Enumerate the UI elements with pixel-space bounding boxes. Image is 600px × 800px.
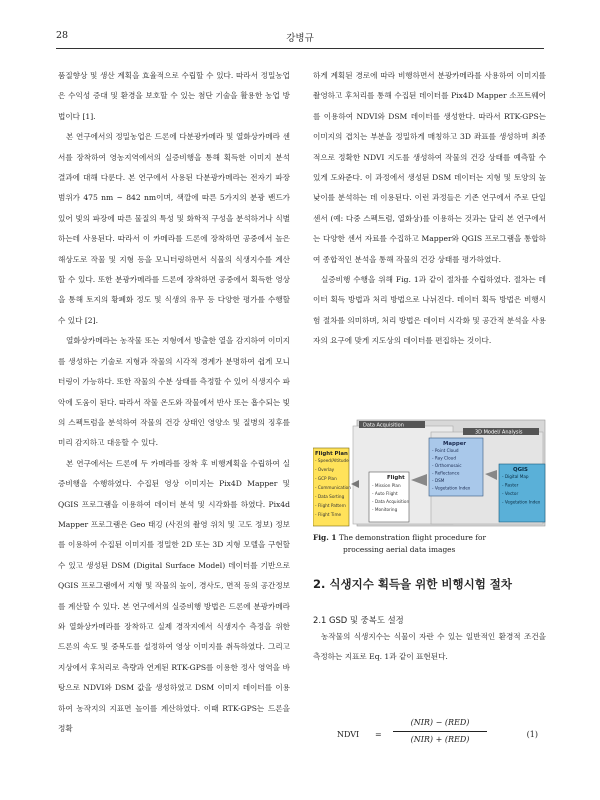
header-rule [56,48,544,49]
banner-3d-model-label: 3D Model/ Analysis [475,429,523,436]
fraction-bar [393,731,487,732]
paragraph: 본 연구에서는 드론에 두 카메라를 장착 후 비행계획을 수립하여 실증비행을 수행하였다. 수집된 영상 이미지는 Pix4D Mapper 및 QGIS 프로그램을 이용하여 데이터 분석 및 시각화를 하였다. Pix4d Mapper 프로그램은 Geo 태깅 (사진의 촬영 위치 및 고도 정보) 정보를 이용하여 수집된 이미지를 정밀한 2D 또는 3D 지형 모델을 구현할 수 있고 생성된 DSM (Digital Surface Model) 데이터를 기반으로 QGIS 프로그램에서 지형 및 작물의 높이, 경사도, 면적 등의 공간정보를 계산할 수 있다. 본 연구에서의 실증비행 방법은 드론에 분광카메라와 열화상카메라를 장착하고 실제 경작지에서 식생지수 측정을 위한 드론의 속도 및 중복도를 설정하여 영상 이미지를 취득하였다. 그리고 지상에서 후처리로 측량과 연계된 RTK-GPS를 이용한 정사 영역을 바탕으로 NDVI와 DSM 값을 생성하였고 DSM 이미지 데이터를 이용하여 농작지의 지표면 높이를 계산하였다. 이때 RTK-GPS는 드론을 정확 [58,458,290,733]
figure-item: - Auto Flight [372,491,398,496]
figure-caption [313,532,546,556]
figure-item: - Flight Time [315,512,342,517]
figure-1-diagram [313,414,546,528]
mapper-title: Mapper [443,441,467,447]
paragraph: 품질향상 및 생산 계획을 효율적으로 수립할 수 있다. 따라서 정밀농업은 수익성 증대 및 환경을 보호할 수 있는 첨단 기술을 활용한 농업 방법이다 [1]. [58,71,290,121]
running-head-author: 강병규 [286,33,314,44]
equation-lhs: NDVI [337,730,360,739]
paragraph: 실증비행 수행을 위해 Fig. 1과 같이 절차를 수립하였다. 절차는 데이터 획득 방법과 처리 방법으로 나뉘진다. 데이터 획득 방법은 비행시험 절차를 의미하며, 처리 방법은 데이터 시각화 및 공간적 분석을 사용자의 요구에 맞게 지도상의 데이터를 편집하는 것이다. [313,275,546,346]
figure-item: - Point Cloud [432,448,459,453]
subsection-heading: 2.1 GSD 및 중복도 설정 [313,615,404,625]
figure-item: - Vector [502,491,519,496]
equation-denominator: (NIR) + (RED) [410,735,470,744]
figure-item: - Vegetation Index [432,485,471,491]
figure-item: - Overlay [315,467,335,472]
page-number: 28 [56,30,69,41]
equation-number: (1) [526,730,538,739]
paragraph: 하게 계획된 경로에 따라 비행하면서 분광카메라를 사용하여 이미지를 촬영하고 후처리를 통해 수집된 데이터를 Pix4D Mapper 소프트웨어를 이용하여 NDVI와 DSM 데이터를 생성한다. 따라서 RTK-GPS는 이미지의 겹치는 부분을 정밀하게 매칭하고 3D 좌표를 생성하며 최종적으로 정확한 NDVI 지도를 생성하여 작물의 건강 상태를 예측할 수 있게 도와준다. 이 과정에서 생성된 DSM 데이터는 지형 및 토양의 높낮이를 분석하는 데 이용된다. 이런 과정들은 기존 연구에서 주로 단일 센서 (예: 다중 스펙트럼, 열화상)를 이용하는 것과는 달리 본 연구에서는 다양한 센서 자료를 수집하고 Mapper와 QGIS 프로그램을 통합하여 종합적인 분석을 통해 작물의 건강 상태를 평가하였다. [313,71,546,264]
figure-item: - DSM [432,478,445,483]
equation-1 [313,716,546,758]
caption-line-1: The demonstration flight procedure for [338,533,486,542]
figure-item: - Orthomosaic [432,463,462,468]
flight-plan-title: Flight Plan [315,451,348,457]
flight-title: Flight [387,475,405,481]
page-header [56,30,544,46]
figure-item: - Reflectance [432,470,460,476]
figure-item: - Ray Cloud [432,455,456,461]
equation-equals: = [375,730,382,739]
right-column [313,66,546,352]
figure-item: - Digital Map [502,474,529,479]
figure-item: - Data Acquisition [372,499,410,504]
equation-fraction [393,716,487,747]
section-heading: 2. 식생지수 획득을 위한 비행시험 절차 [313,577,513,591]
figure-item: - GCP Plan [315,476,337,481]
figure-item: - Speed/Altitude [315,458,349,463]
banner-data-acquisition-label: Data Acquisition [363,422,404,429]
section-body [313,627,546,668]
paragraph: 열화상카메라는 농작물 또는 지형에서 방출한 열을 감지하여 이미지를 생성하는 기술로 지형과 작물의 시각적 경계가 분명하여 쉽게 모니터링이 가능하다. 또한 작물의 수분 상태를 측정할 수 있어 식생지수 파악에 도움이 된다. 따라서 작물 온도와 작물에서 반사 또는 흡수되는 빛의 스펙트럼을 분석하여 작물의 건강 상태인 영양소 및 질병의 징후를 미리 감지하고 대응할 수 있다. [58,336,290,448]
figure-item: - Raster [502,482,519,488]
figure-item: - Vegetation Index [502,499,541,505]
figure-item: - Data Sorting [315,494,345,499]
left-column [58,66,290,739]
figure-item: - Flight Pattern [315,503,346,508]
figure-item: - Communication [315,485,351,490]
caption-label: Fig. 1 [313,533,337,542]
equation-numerator: (NIR) − (RED) [410,718,470,727]
paragraph: 본 연구에서의 정밀농업은 드론에 다분광카메라 및 열화상카메라 센서를 장착하여 영농지역에서의 실증비행을 통해 획득한 이미지 분석 결과에 대해 다룬다. 본 연구에서 사용된 다분광카메라는 전자기 파장 범위가 475 nm ~ 842 nm이며, 색깔에 따른 5가지의 분광 밴드가 있어 빛의 파장에 따른 물질의 특성 및 화학적 구성을 분석하거나 식별하는데 사용된다. 따라서 이 카메라를 드론에 장착하면 공중에서 높은 해상도로 작물 및 지형 등을 모니터링하면서 식물의 식생지수를 계산할 수 있다. 또한 분광카메라를 드론에 장착하면 공중에서 획득한 영상을 통해 토지의 황폐화 정도 및 식생의 유무 등 다양한 평가를 수행할 수 있다 [2]. [58,132,290,325]
figure-item: - Mission Plan [372,483,401,488]
figure-item: - Monitoring [372,507,398,512]
caption-line-2: processing aerial data images [343,545,456,554]
section-paragraph: 농작물의 식생지수는 식물이 자란 수 있는 일반적인 환경적 조건을 측정하는 지표로 Eq. 1과 같이 표현된다. [313,632,546,662]
qgis-title: QGIS [513,467,528,473]
